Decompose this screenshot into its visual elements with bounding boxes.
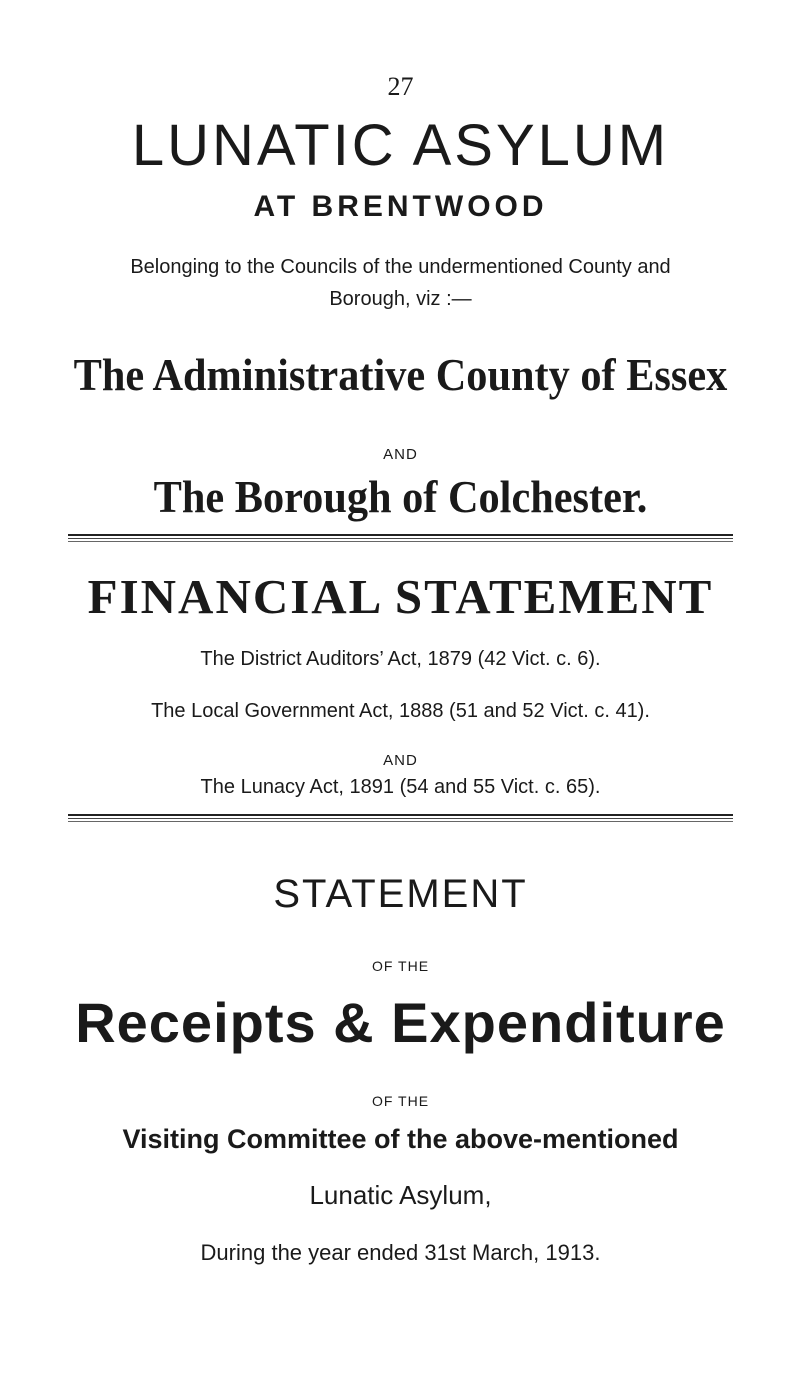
conjunction-and: AND bbox=[383, 752, 418, 769]
of-the-label: OF THE bbox=[371, 958, 430, 974]
act-citation: The Local Government Act, 1888 (51 and 52 Vict. c. 41). bbox=[151, 700, 650, 722]
subtitle-location: AT BRENTWOOD bbox=[253, 190, 548, 223]
of-the-label: OF THE bbox=[371, 1093, 430, 1109]
divider-rule bbox=[68, 534, 733, 542]
act-citation: The District Auditors’ Act, 1879 (42 Vict. c. 6). bbox=[200, 648, 601, 670]
county-heading: The Administrative County of Essex bbox=[73, 349, 728, 400]
page-number: 27 bbox=[387, 72, 414, 101]
act-citation: The Lunacy Act, 1891 (54 and 55 Vict. c. 65). bbox=[200, 776, 601, 798]
divider-rule bbox=[68, 814, 733, 822]
borough-heading: The Borough of Colchester. bbox=[153, 471, 648, 522]
belonging-line-1: Belonging to the Councils of the undermentioned County and bbox=[130, 256, 671, 278]
financial-statement-heading: FINANCIAL STATEMENT bbox=[87, 569, 714, 624]
committee-line-2: Lunatic Asylum, bbox=[309, 1180, 492, 1210]
receipts-expenditure-heading: Receipts & Expenditure bbox=[75, 991, 726, 1054]
conjunction-and: AND bbox=[383, 446, 418, 463]
committee-line-1: Visiting Committee of the above-mentioned bbox=[122, 1124, 679, 1154]
period-line: During the year ended 31st March, 1913. bbox=[200, 1240, 601, 1265]
main-title: LUNATIC ASYLUM bbox=[131, 113, 670, 178]
statement-heading: STATEMENT bbox=[273, 872, 528, 916]
belonging-line-2: Borough, viz :— bbox=[329, 288, 472, 310]
